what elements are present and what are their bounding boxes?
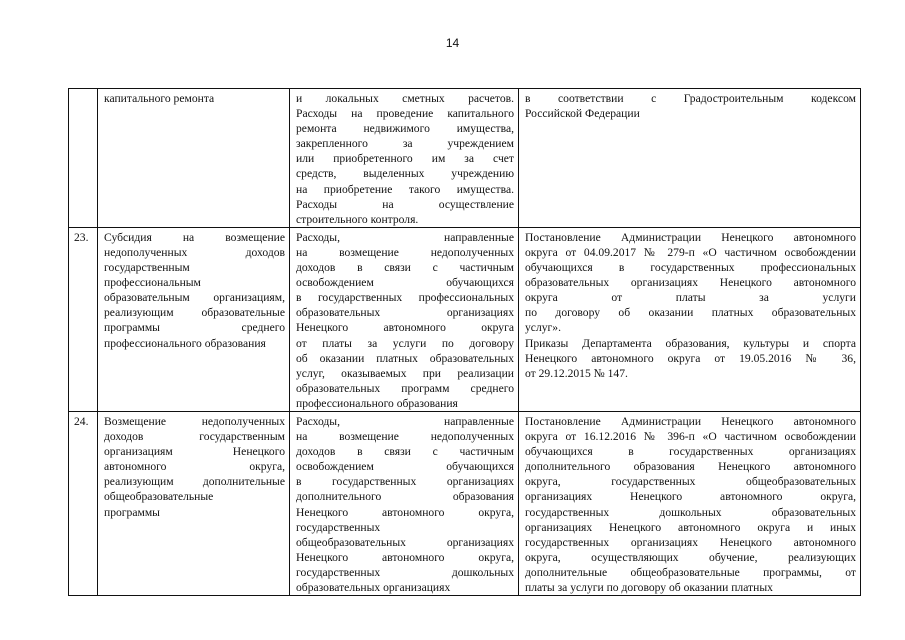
table-row [69,411,861,595]
text-line: услуг, оказываемых при реализации [296,366,514,380]
text-line: об оказании платных образовательных [296,351,514,365]
text-line: дополнительного образования [296,490,514,504]
text-line: Приказы Департамента образования, культуры и спорта [525,336,856,350]
text-line: дополнительные общеобразовательные программы, от [525,565,856,579]
text-line: образовательных организациях [296,581,451,594]
text-line: обучающихся в государственных профессиональных [525,261,856,275]
text-line: доходов в связи с частичным [296,261,514,275]
text-line: образовательных организациях Ненецкого автономного [525,276,856,290]
text-line: общеобразовательные [104,490,214,504]
text-line: образовательных организациях [296,306,514,320]
row-number-cell: 23. [69,227,98,411]
row-number-cell: 24. [69,411,98,595]
text-line: образовательных программ среднего [296,381,514,395]
text-line: государственных дошкольных [296,565,514,579]
text-line: округа от платы за услуги [525,291,856,305]
legal-basis-paragraph [525,230,856,336]
text-line: округа, государственных общеобразовательных [525,475,856,489]
text-line: Возмещение недополученных [104,414,285,428]
expenses-description-cell [290,227,519,411]
text-line: государственных дошкольных образовательных [525,505,856,519]
text-line: в соответствии с Градостроительным кодексом [525,92,856,105]
text-line: и локальных сметных расчетов. [296,92,514,105]
recipient-name-cell [98,411,290,595]
row-number-cell [69,89,98,228]
text-line: в государственных профессиональных [296,291,514,305]
table-row [69,89,861,228]
legal-basis-cell [519,227,861,411]
text-line: обучающихся в государственных организациях [525,445,856,459]
legal-basis-cell [519,411,861,595]
subsidy-table [68,88,861,596]
text-line: на приобретение такого имущества. [296,182,514,196]
legal-basis-cell [519,89,861,228]
text-line: в государственных организациях [296,475,514,489]
expenses-description-cell [290,411,519,595]
text-line: доходов в связи с частичным [296,445,514,459]
text-line: доходов государственным [104,430,285,444]
text-line: округа, осуществляющих обучение, реализующих [525,550,856,564]
text-line: или приобретенного им за счет [296,152,514,166]
text-line: программы [104,505,160,519]
text-line: округа от 04.09.2017 № 279-п «О частичном освобождении [525,245,856,259]
text-line: государственных [296,520,381,534]
table-row [69,227,861,411]
legal-basis-paragraph [525,91,856,121]
text-line: капитального ремонта [104,92,215,105]
recipient-name-cell [98,227,290,411]
text-line: реализующим дополнительные [104,475,285,489]
text-line: организациях Ненецкого автономного округа и иных [525,520,856,534]
text-line: платы за услуги по договору об оказании платных [525,581,773,594]
text-line: государственным [104,261,190,275]
text-line: по договору об оказании платных образовательных [525,306,856,320]
text-line: государственных организациях Ненецкого автономного [525,535,856,549]
text-line: автономного округа, [104,460,285,474]
text-line: Ненецкого автономного округа от 19.05.2016 № 36, [525,351,856,365]
text-line: Ненецкого автономного округа, [296,505,514,519]
text-line: образовательным организациям, [104,291,285,305]
text-line: средств, выделенных учреждению [296,167,514,181]
text-line: Постановление Администрации Ненецкого автономного [525,230,856,244]
text-line: округа от 16.12.2016 № 396-п «О частичном освобождении [525,430,856,444]
text-line: Расходы, направленные [296,414,514,428]
page-number: 14 [445,36,460,50]
text-line: Расходы, направленные [296,230,514,244]
text-line: общеобразовательных организациях [296,535,514,549]
text-line: на возмещение недополученных [296,245,514,259]
text-line: дополнительного образования Ненецкого автономного [525,460,856,474]
text-line: Субсидия на возмещение [104,230,285,244]
text-line: профессионального образования [296,396,458,410]
expenses-description-cell [290,89,519,228]
text-line: Ненецкого автономного округа, [296,550,514,564]
text-line: услуг». [525,321,561,335]
text-line: реализующим образовательные [104,306,285,320]
recipient-name-cell [98,89,290,228]
text-line: освобождением обучающихся [296,276,514,290]
text-line: Расходы на проведение капитального [296,107,514,121]
text-line: Расходы на осуществление [296,197,514,211]
legal-basis-paragraph [525,414,856,595]
text-line: освобождением обучающихся [296,460,514,474]
text-line: Ненецкого автономного округа [296,321,514,335]
text-line: от 29.12.2015 № 147. [525,366,628,380]
text-line: профессиональным [104,276,201,290]
legal-basis-paragraph [525,336,856,381]
text-line: на возмещение недополученных [296,430,514,444]
text-line: профессионального образования [104,336,266,350]
text-line: организациям Ненецкого [104,445,285,459]
text-line: Российской Федерации [525,107,640,121]
text-line: организациях Ненецкого автономного округа, [525,490,856,504]
text-line: строительного контроля. [296,212,419,226]
text-line: ремонта недвижимого имущества, [296,122,514,136]
text-line: закрепленного за учреждением [296,137,514,151]
text-line: программы среднего [104,321,285,335]
text-line: Постановление Администрации Ненецкого автономного [525,414,856,428]
text-line: от платы за услуги по договору [296,336,514,350]
text-line: недополученных доходов [104,245,285,259]
